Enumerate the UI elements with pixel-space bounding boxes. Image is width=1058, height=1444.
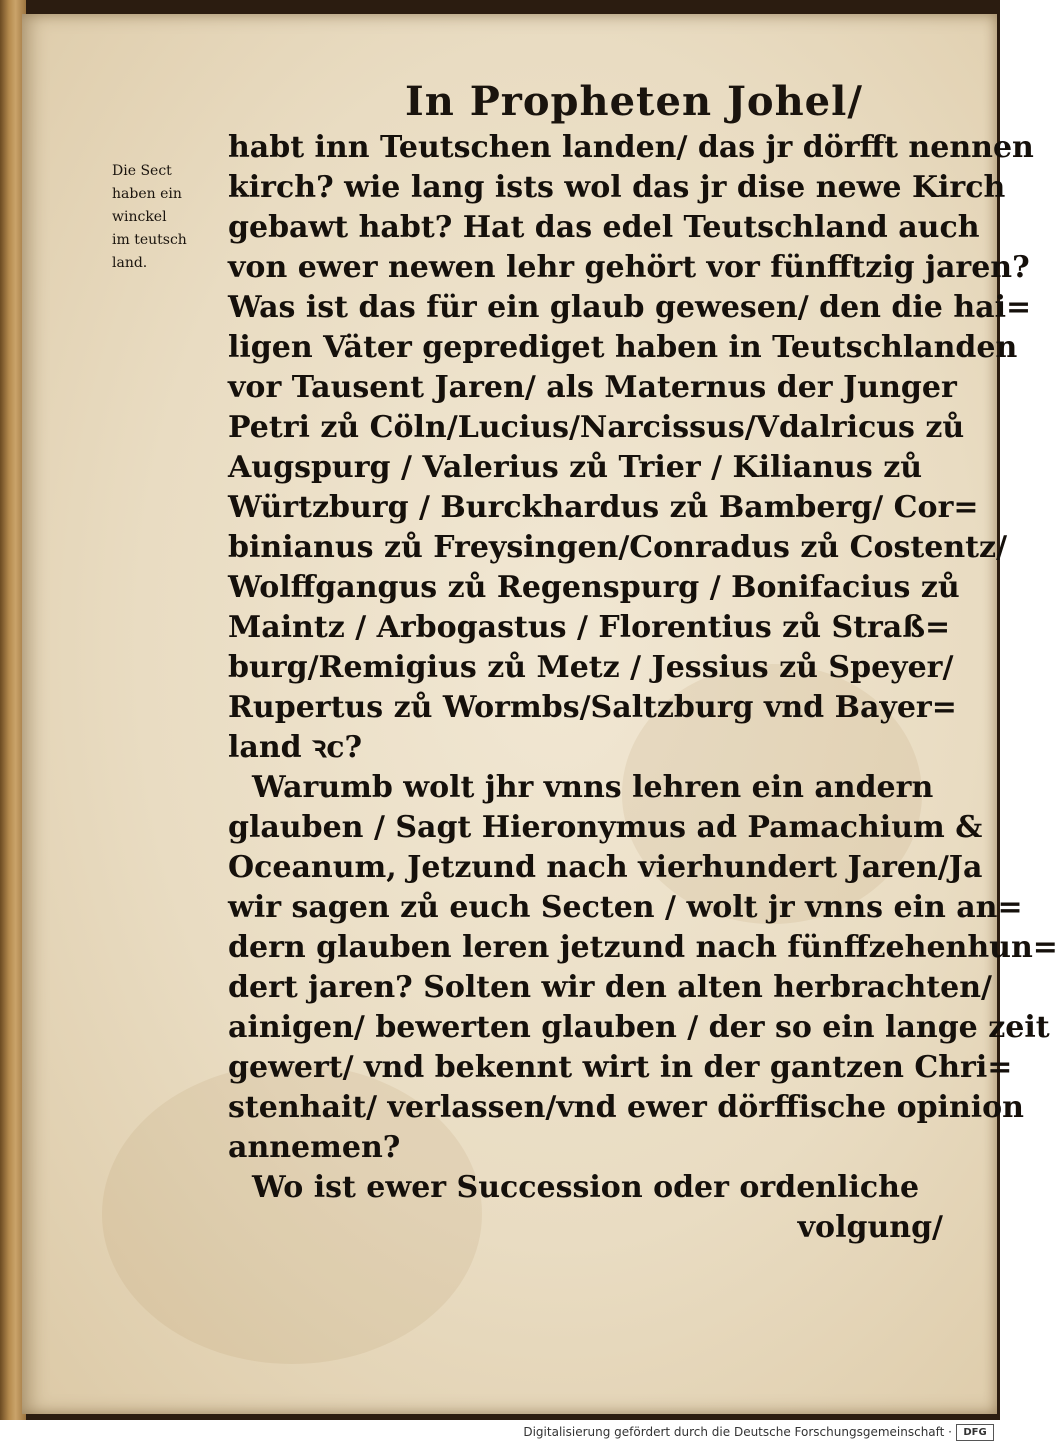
- margin-note-line: haben ein: [112, 186, 182, 202]
- text-line: dern glauben leren jetzund nach fünffzehenhun=: [228, 930, 1058, 965]
- body-text: [228, 128, 1058, 1248]
- text-line: ainigen/ bewerten glauben / der so ein lange zeit: [228, 1010, 1050, 1045]
- text-line: dert jaren? Solten wir den alten herbrachten/: [228, 970, 993, 1005]
- text-line: gewert/ vnd bekennt wirt in der gantzen Chri=: [228, 1050, 1013, 1085]
- text-line: gebawt habt? Hat das edel Teutschland auch: [228, 210, 980, 245]
- text-line: habt inn Teutschen landen/ das jr dörfft nennen: [228, 130, 1034, 165]
- text-line: annemen?: [228, 1130, 401, 1165]
- text-line: land ꝛc?: [228, 730, 363, 765]
- margin-note: [112, 160, 222, 275]
- margin-note-line: land.: [112, 255, 148, 271]
- footer-bar: [0, 1420, 1000, 1444]
- margin-note-line: winckel: [112, 209, 167, 225]
- dfg-logo: DFG: [956, 1424, 994, 1441]
- text-line: Augspurg / Valerius zů Trier / Kilianus zů: [228, 450, 923, 485]
- text-line: binianus zů Freysingen/Conradus zů Costentz/: [228, 530, 1008, 565]
- text-line: von ewer newen lehr gehört vor fünfftzig jaren?: [228, 250, 1030, 285]
- text-line: Was ist das für ein glaub gewesen/ den die hai=: [228, 290, 1032, 325]
- running-head: In Propheten Johel/: [405, 78, 863, 125]
- text-line: Rupertus zů Wormbs/Saltzburg vnd Bayer=: [228, 690, 957, 725]
- text-line: stenhait/ verlassen/vnd ewer dörffische opinion: [228, 1090, 1024, 1125]
- margin-note-line: Die Sect: [112, 163, 172, 179]
- text-line: Wolffgangus zů Regenspurg / Bonifacius zů: [228, 570, 960, 605]
- text-line: Wo ist ewer Succession oder ordenliche: [252, 1170, 920, 1205]
- catchword: volgung/: [797, 1210, 943, 1245]
- text-line: Petri zů Cöln/Lucius/Narcissus/Vdalricus zů: [228, 410, 965, 445]
- text-line: glauben / Sagt Hieronymus ad Pamachium &: [228, 810, 983, 845]
- text-line: burg/Remigius zů Metz / Jessius zů Speyer/: [228, 650, 954, 685]
- text-line: wir sagen zů euch Secten / wolt jr vnns ein an=: [228, 890, 1023, 925]
- text-line: Oceanum, Jetzund nach vierhundert Jaren/Ja: [228, 850, 983, 885]
- text-line: vor Tausent Jaren/ als Maternus der Junger: [228, 370, 957, 405]
- text-line: Warumb wolt jhr vnns lehren ein andern: [252, 770, 934, 805]
- text-line: kirch? wie lang ists wol das jr dise newe Kirch: [228, 170, 1006, 205]
- text-line: ligen Väter geprediget haben in Teutschlanden: [228, 330, 1018, 365]
- text-line: Würtzburg / Burckhardus zů Bamberg/ Cor=: [228, 490, 979, 525]
- margin-note-line: im teutsch: [112, 232, 187, 248]
- funding-credit: Digitalisierung gefördert durch die Deutsche Forschungsgemeinschaft ·: [523, 1425, 952, 1439]
- text-line: Maintz / Arbogastus / Florentius zů Straß=: [228, 610, 951, 645]
